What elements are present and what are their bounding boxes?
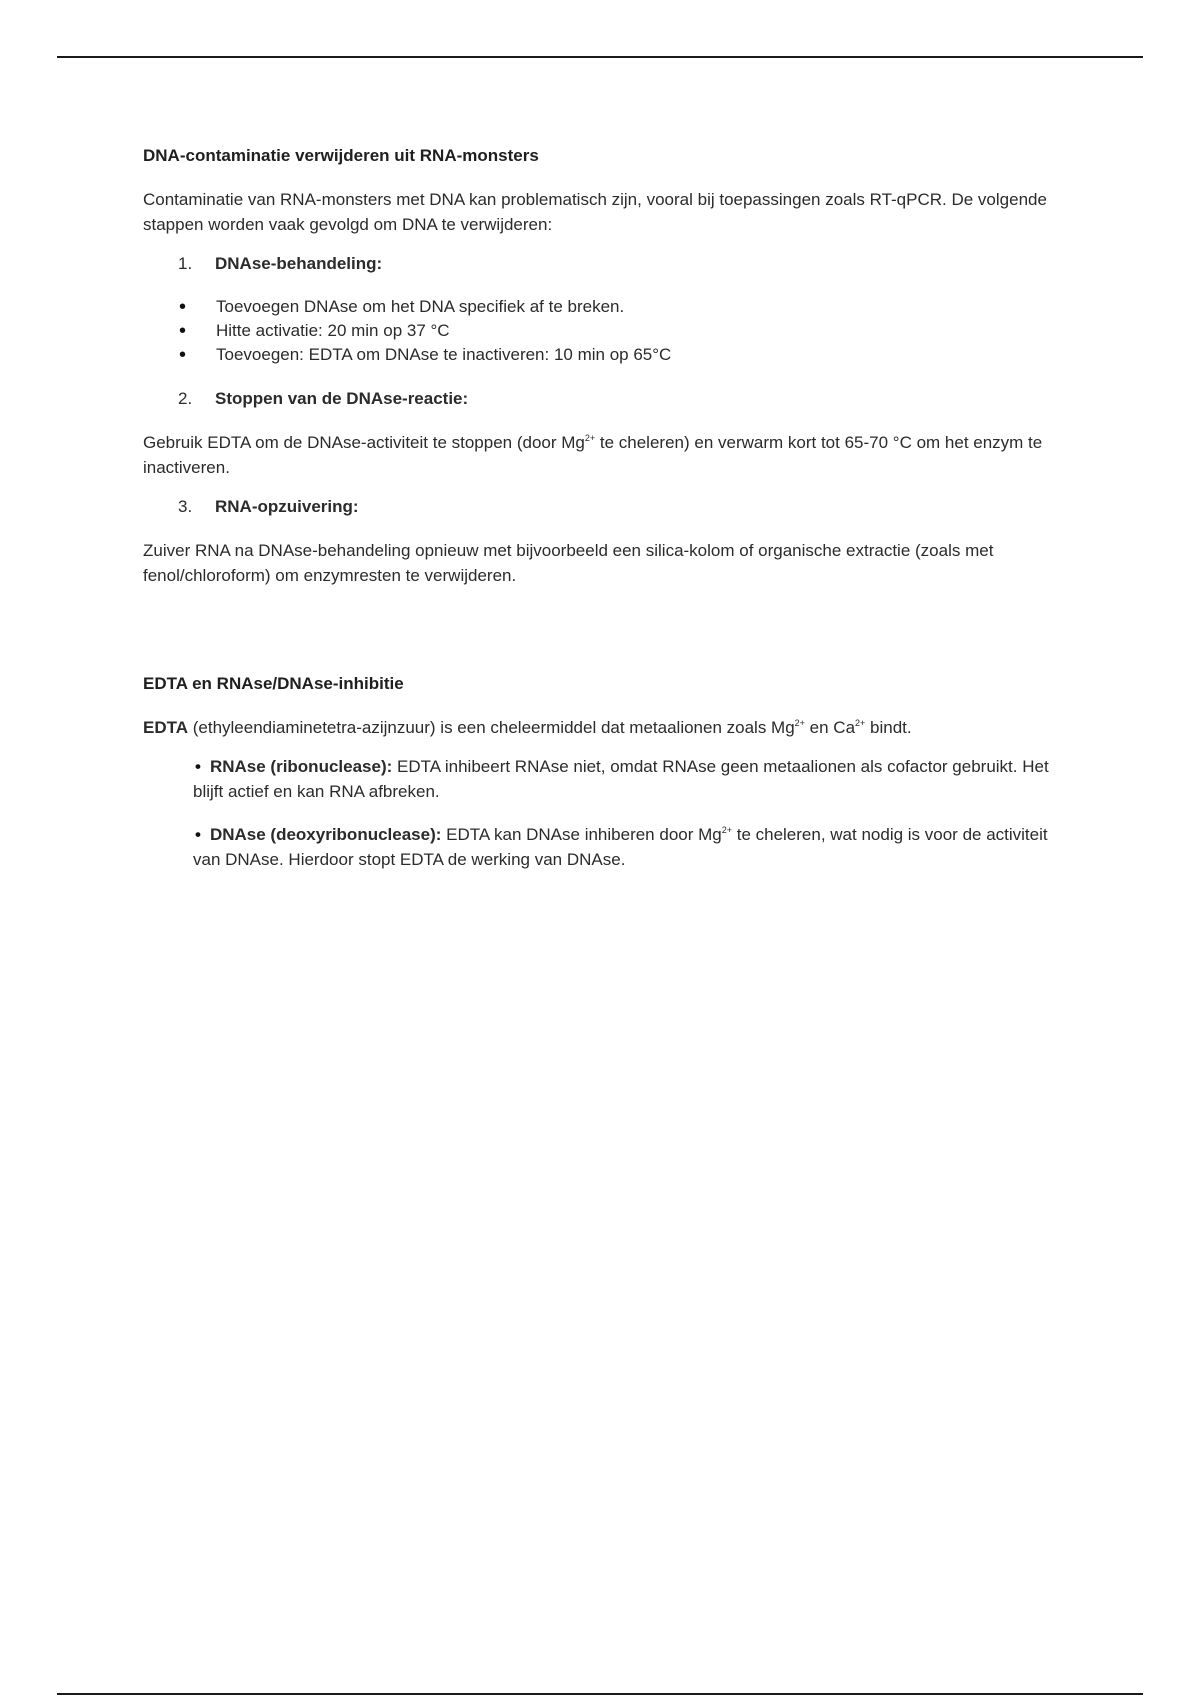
bottom-rule bbox=[57, 1693, 1143, 1695]
rnase-bullet bbox=[193, 754, 1063, 804]
step-1-heading bbox=[143, 251, 1063, 276]
step-2-heading bbox=[143, 386, 1063, 411]
step-3-heading bbox=[143, 494, 1063, 519]
step-3-number: 3. bbox=[178, 497, 193, 516]
superscript: 2+ bbox=[721, 825, 732, 835]
dnase-text-2: te cheleren, wat nodig is voor de activiteit van DNAse. Hierdoor stopt EDTA de werking van DNAse. bbox=[193, 825, 1048, 869]
step-1-number: 1. bbox=[178, 254, 193, 273]
list-item: • Toevoegen: EDTA om DNAse te inactiveren: 10 min op 65°C bbox=[143, 343, 1063, 367]
edta-intro-text-1: (ethyleendiaminetetra-azijnzuur) is een cheleermiddel dat metaalionen zoals Mg bbox=[188, 718, 795, 737]
document-body bbox=[143, 143, 1063, 890]
step-2-paragraph bbox=[143, 430, 1063, 480]
section-spacer bbox=[143, 602, 1063, 671]
section-title-edta: EDTA en RNAse/DNAse-inhibitie bbox=[143, 674, 404, 693]
top-rule bbox=[57, 56, 1143, 58]
dnase-label: DNAse (deoxyribonuclease): bbox=[209, 825, 442, 844]
intro-paragraph: Contaminatie van RNA-monsters met DNA kan problematisch zijn, vooral bij toepassingen zoals RT-qPCR. De volgende stappen worden vaak gevolgd om DNA te verwijderen: bbox=[143, 190, 1047, 234]
step-1-label: DNAse-behandeling: bbox=[215, 254, 383, 273]
rnase-label: RNAse (ribonuclease): bbox=[209, 757, 393, 776]
edta-intro-text-3: bindt. bbox=[865, 718, 912, 737]
list-item: • Hitte activatie: 20 min op 37 °C bbox=[143, 319, 1063, 343]
superscript: 2+ bbox=[584, 433, 596, 443]
superscript: 2+ bbox=[794, 718, 805, 728]
list-item: • Toevoegen DNAse om het DNA specifiek af te breken. bbox=[143, 295, 1063, 319]
edta-intro-text-2: en Ca bbox=[804, 718, 856, 737]
step-3-paragraph: Zuiver RNA na DNAse-behandeling opnieuw met bijvoorbeeld een silica-kolom of organische extractie (zoals met fenol/chloroform) om enzymresten te verwijderen. bbox=[143, 541, 994, 585]
step-2-number: 2. bbox=[178, 389, 193, 408]
edta-bold-term: EDTA bbox=[143, 718, 189, 737]
section-title-dna-contamination: DNA-contaminatie verwijderen uit RNA-monsters bbox=[143, 146, 539, 165]
rnase-text: EDTA inhibeert RNAse niet, omdat RNAse geen metaalionen als cofactor gebruikt. Het blijft actief en kan RNA afbreken. bbox=[193, 757, 1049, 801]
dnase-bullet bbox=[193, 822, 1063, 872]
step-2-text-before: Gebruik EDTA om de DNAse-activiteit te stoppen (door Mg bbox=[143, 433, 585, 452]
step-2-label: Stoppen van de DNAse-reactie: bbox=[215, 389, 469, 408]
step-3-label: RNA-opzuivering: bbox=[215, 497, 359, 516]
superscript: 2+ bbox=[855, 718, 866, 728]
step-1-bullet-list bbox=[143, 295, 1063, 367]
step-2-text-after: te cheleren) en verwarm kort tot 65-70 °C om het enzym te inactiveren. bbox=[143, 433, 1043, 477]
dnase-text-1: EDTA kan DNAse inhiberen door Mg bbox=[441, 825, 722, 844]
edta-intro-paragraph bbox=[143, 715, 1063, 740]
